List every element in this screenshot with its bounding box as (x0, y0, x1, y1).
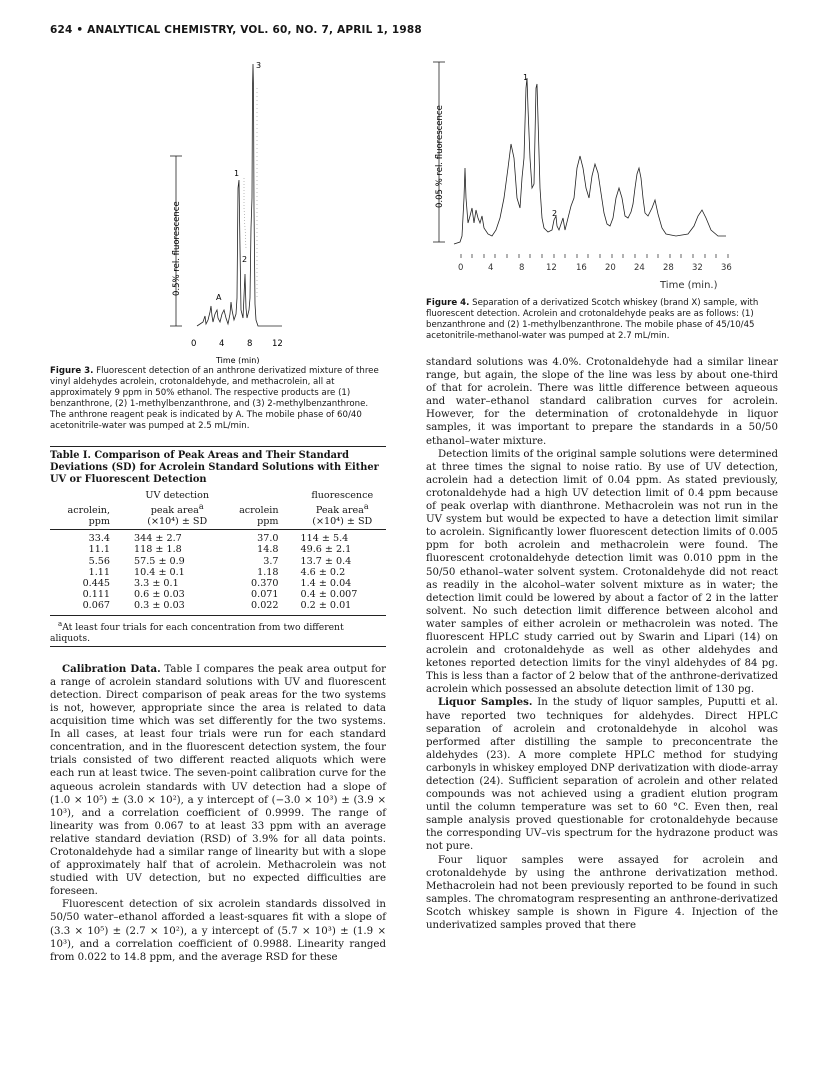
fig4-x-ticks (458, 263, 732, 273)
table-cell: 0.2 ± 0.01 (289, 600, 386, 615)
table-cell: 3.7 (263, 555, 279, 567)
table-cell: 0.3 ± 0.03 (120, 600, 222, 615)
fig4-x-tick: 32 (692, 263, 703, 273)
table-row (50, 589, 386, 600)
table-cell: 0.067 (50, 600, 120, 615)
figure-4-caption-text: Separation of a derivatized Scotch whiskey (brand X) sample, with fluorescent detection. Acrolein and crotonaldehyde peaks are as follows: (1) benzanthrone and (2) 1-methylbenzanthrone. The mobile phase of 45/10/45 acetonitrile-methanol-water was pumped at 2.7 mL/min. (426, 298, 759, 341)
table-cell: 344 ± 2.7 (134, 533, 182, 545)
paragraph-text: Table I compares the peak area output for a range of acrolein standard solutions with UV and fluorescent detection. Direct comparison of peak areas for the two systems is not, however, appropriate since the area is related to data acquisition time which was set differently for the two systems. In all cases, at least four trials were run for each standard concentration, and in the fluorescent detection system, the four trials consisted of two different reacted aliquots which were each run at least twice. The seven-point calibration curve for the aqueous acrolein standards with UV detection had a slope of (1.0 × 10⁵) ± (3.0 × 10²), a y intercept of (−3.0 × 10³) ± (3.9 × 10³), and a correlation coefficient of 0.9999. The range of linearity was from 0.067 to at least 33 ppm with an average relative standard deviation (RSD) of 3.9% for all data points. Crotonaldehyde had a similar range of linearity but with a slope of approximately half that of acrolein. Methacrolein was not studied with UV detection, but no expected difficulties are foreseen. (50, 663, 386, 898)
table-header-row (50, 490, 386, 530)
running-header: 624 • ANALYTICAL CHEMISTRY, VOL. 60, NO. 7, APRIL 1, 1988 (50, 24, 422, 36)
table-header-acrolein-fl: acrolein ppm (222, 490, 288, 530)
table-cell: 10.4 ± 0.1 (134, 566, 185, 578)
fig3-peak-label: 1 (234, 169, 240, 178)
table-row (50, 578, 386, 589)
table-row (50, 567, 386, 578)
fig4-trace (454, 78, 726, 244)
table-row (50, 556, 386, 567)
table-cell: 13.7 ± 0.4 (300, 555, 352, 567)
fig4-x-tick: 12 (546, 263, 557, 273)
fig4-y-label: 0.05 % rel. fluorescence (435, 105, 445, 208)
body-paragraph (426, 448, 778, 697)
right-body-text (426, 356, 778, 932)
fig4-x-label: Time (min.) (660, 280, 718, 291)
table-row (50, 530, 386, 545)
figure-4-chromatogram (426, 48, 778, 296)
fig3-x-label: Time (min) (216, 356, 260, 364)
left-column (50, 48, 386, 964)
table-cell: 57.5 ± 0.9 (134, 555, 185, 567)
body-paragraph (50, 898, 386, 963)
table-cell: 1.4 ± 0.04 (300, 578, 352, 589)
table-cell: 37.0 (257, 533, 279, 545)
left-body-text (50, 663, 386, 964)
fig3-x-tick: 12 (272, 339, 283, 349)
fig3-x-tick: 0 (191, 339, 197, 349)
fig4-x-tick: 8 (519, 263, 525, 273)
fig4-x-tick: 16 (576, 263, 587, 273)
table-row (50, 600, 386, 615)
table-cell: 1.18 (257, 566, 279, 578)
fig3-y-label: 0.5% rel. fluorescence (172, 201, 182, 296)
section-heading: Liquor Samples. (438, 696, 533, 709)
table-cell: 0.6 ± 0.03 (134, 589, 185, 601)
fig3-peak-label: 2 (242, 255, 248, 264)
paragraph-text: In the study of liquor samples, Puputti et al. have reported two techniques for aldehydes. Direct HPLC separation of acrolein and crotonaldehyde in alcohol was performed after distilling the sample to preconcentrate the aldehydes (23). A more complete HPLC method for studying carbonyls in whiskey employed DNP derivatization with diode-array detection (24). Sufficient separation of acrolein and other related compounds was not achieved using a gradient elution program until the column temperature was set to 60 °C. Even then, real sample analysis proved questionable for crotonaldehyde because the corresponding UV–vis spectrum for the hydrazone product was not pure. (426, 697, 778, 853)
section-heading: Calibration Data. (62, 662, 161, 675)
figure-4-caption-label: Figure 4. (426, 298, 470, 308)
paragraph-text: standard solutions was 4.0%. Crotonaldehyde had a similar linear range, but again, the slope of the line was less by about one-third of that for acrolein. There was little difference between aqueous and water–ethanol standard calibration curves for acrolein. However, for the determination of crotonaldehyde in liquor samples, it was important to prepare the standards in a 50/50 ethanol–water mixture. (426, 357, 778, 447)
table-cell: 4.6 ± 0.2 (300, 566, 346, 578)
fig4-x-tick: 28 (663, 263, 674, 273)
table-cell: 1.11 (88, 566, 111, 578)
table-header-uv-peak-area: UV detection peak area$^a$ (×10⁴) ± SD (120, 490, 222, 530)
fig3-x-tick: 8 (247, 339, 253, 349)
table-cell: 0.445 (82, 578, 111, 589)
body-paragraph (426, 356, 778, 448)
table-cell: 11.1 (88, 544, 111, 556)
table-cell: 33.4 (88, 533, 111, 545)
paragraph-text: Detection limits of the original sample solutions were determined at three times the signal to noise ratio. By use of UV detection, acrolein had a detection limit of 0.04 ppm. As stated previously, crotonaldehyde had a high UV detection limit of 0.4 ppm because of peak overlap with dianthrone. Methacrolein was not run in the UV system but would be expected to have a detection limit similar to acrolein. Significantly lower fluorescent detection limits of 0.005 ppm for both acrolein and methacrolein were found. The fluorescent crotonaldehyde detection limit was 0.010 ppm in the 50/50 ethanol–water solvent system. Crotonaldehyde did not react as readily in the alcohol–water solvent mixture as in water; the detection limit could be lowered by about a factor of 2 in the latter solvent. No such detection limit difference between alcohol and water samples of either acrolein or methacrolein was noted. The fluorescent HPLC study carried out by Swarin and Lipari (14) on acrolein and crotonaldehyde as well as other aldehydes and ketones reported detection limits for the vinyl aldehydes of 84 pg. This is less than a factor of 2 below that of the anthrone-derivatized acrolein which possessed an absolute detection limit of 130 pg. (426, 448, 778, 696)
table-cell: 49.6 ± 2.1 (300, 544, 352, 556)
table-1-body (50, 530, 386, 615)
table-cell: 118 ± 1.8 (134, 544, 182, 556)
fig4-x-tick: 24 (634, 263, 645, 273)
figure-3-caption-label: Figure 3. (50, 366, 94, 376)
body-paragraph (426, 696, 778, 853)
paragraph-text: Four liquor samples were assayed for acrolein and crotonaldehyde by using the anthrone derivatization method. Methacrolein had not been previously reported to be found in such samples. The chromatogram respresenting an anthrone-derivatized Scotch whiskey sample is shown in Figure 4. Injection of the underivatized samples proved that there (426, 854, 778, 932)
table-cell: 3.3 ± 0.1 (134, 578, 179, 589)
table-header-acrolein-uv: acrolein, ppm (50, 490, 120, 530)
figure-3-caption (50, 366, 386, 432)
fig3-peak-label: A (216, 293, 222, 302)
fig4-x-tick: 4 (488, 263, 494, 273)
table-1 (50, 490, 386, 616)
table-cell: 0.071 (251, 589, 279, 601)
fig4-tick-marks (461, 254, 728, 258)
fig4-x-tick: 0 (458, 263, 464, 273)
fig4-x-tick: 36 (721, 263, 732, 273)
table-row (50, 544, 386, 555)
fig4-peak-label: 1 (523, 73, 529, 82)
body-paragraph (50, 663, 386, 899)
fig3-x-ticks (191, 339, 283, 349)
fig3-x-tick: 4 (219, 339, 225, 349)
table-cell: 5.56 (88, 555, 111, 567)
fig4-x-tick: 20 (605, 263, 616, 273)
table-cell: 114 ± 5.4 (300, 533, 349, 545)
table-header-fl-peak-area: fluorescence Peak area$^a$ (×10⁴) ± SD (289, 490, 386, 530)
table-1-footnote: $^a$At least four trials for each concentration from two different aliquots. (50, 619, 386, 647)
figure-4-caption (426, 298, 778, 342)
paragraph-text: Fluorescent detection of six acrolein standards dissolved in 50/50 water–ethanol afforded a least-squares fit with a slope of (3.3 × 10⁵) ± (2.7 × 10²), a y intercept of (5.7 × 10³) ± (1.9 × 10³), and a correlation coefficient of 0.9988. Linearity ranged from 0.022 to 14.8 ppm, and the average RSD for these (50, 899, 386, 963)
right-column (426, 48, 778, 932)
table-cell: 14.8 (257, 544, 279, 556)
table-cell: 0.022 (222, 600, 288, 615)
fig3-trace (197, 64, 282, 326)
figure-3 (50, 48, 386, 432)
table-cell: 0.111 (82, 589, 111, 601)
table-cell: 0.370 (251, 578, 279, 589)
figure-3-caption-text: Fluorescent detection of an anthrone derivatized mixture of three vinyl aldehydes acrolein, crotonaldehyde, and methacrolein, all at approximately 9 ppm in 50% ethanol. The respective products are (1) benzanthrone, (2) 1-methylbenzanthrone, and (3) 2-methylbenzanthrone. The anthrone reagent peak is indicated by A. The mobile phase of 60/40 acetonitrile-water was pumped at 2.5 mL/min. (50, 366, 379, 431)
fig3-peak-label: 3 (256, 61, 262, 70)
figure-3-chromatogram (50, 48, 386, 364)
body-paragraph (426, 854, 778, 933)
table-1-title: Table I. Comparison of Peak Areas and Their Standard Deviations (SD) for Acrolein Standard Solutions with Either UV or Fluorescent Detection (50, 446, 386, 486)
fig4-peak-label: 2 (552, 209, 558, 218)
figure-4 (426, 48, 778, 342)
table-cell: 0.4 ± 0.007 (300, 589, 358, 601)
